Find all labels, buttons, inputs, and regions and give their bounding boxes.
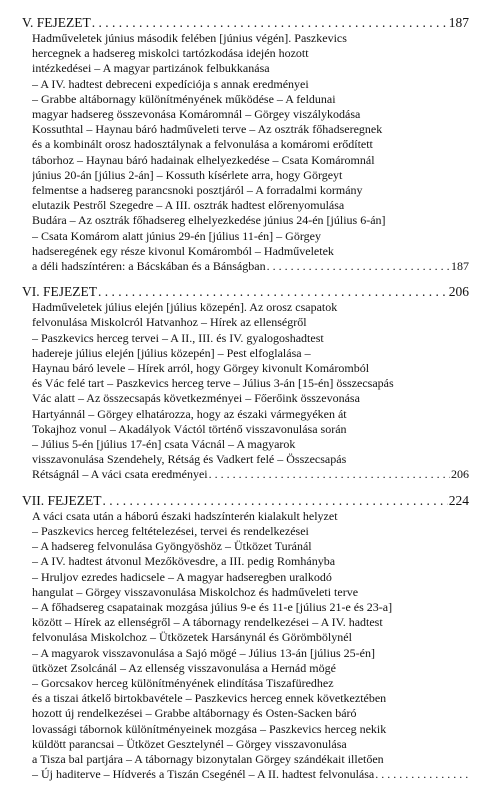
summary-line: és a kombinált orosz hadosztálynak a felvonulása a komáromi erődített	[32, 137, 373, 152]
dot-leader	[375, 767, 468, 782]
summary-text: – Új haditerve – Hídverés a Tiszán Csegénél – A II. hadtest felvonulása	[32, 767, 375, 782]
summary-line: – A magyarok visszavonulása a Sajó mögé – Július 13-án [július 25-én]	[32, 645, 375, 660]
chapter-entry	[22, 283, 469, 482]
chapter-title: VI. FEJEZET	[22, 284, 97, 300]
chapter-page-number: 206	[448, 284, 469, 300]
summary-line: – A főhadsereg csapatainak mozgása július 9-e és 11-e [július 21-e és 23-a]	[32, 599, 393, 614]
dot-leader	[267, 259, 450, 274]
summary-line	[32, 467, 469, 482]
chapter-heading	[22, 14, 469, 31]
summary-line: és Vác felé tart – Paszkevics herceg terve – Július 3-án [15-én] összecsapás	[32, 376, 394, 391]
summary-line: – Csata Komárom alatt június 29-én [július 11-én] – Görgey	[32, 228, 321, 243]
summary-line: felmentse a hadsereg parancsnoki posztjáról – A forradalmi kormány	[32, 183, 363, 198]
summary-line: intézkedései – A magyar partizánok felbukkanása	[32, 61, 270, 76]
summary-line: küldött parancsai – Ütközet Gesztelynél – Görgey visszavonulása	[32, 736, 347, 751]
chapter-entry	[22, 14, 469, 274]
summary-line: június 20-án [július 2-án] – Kossuth kísérlete arra, hogy Görgeyt	[32, 167, 343, 182]
summary-line: magyar hadsereg összevonása Komáromnál – Görgey viszálykodása	[32, 107, 361, 122]
summary-line: felvonulása Miskolcról Hatvanhoz – Hírek az ellenségről	[32, 315, 307, 330]
summary-line: hozott új rendelkezései – Grabbe altábornagy és Osten-Sacken báró	[32, 706, 357, 721]
summary-line: – Július 5-én [július 17-én] csata Vácnál – A magyarok	[32, 437, 296, 452]
summary-line: hadereje július elején [július közepén] – Pest elfoglalása –	[32, 345, 311, 360]
chapter-page-number: 224	[448, 492, 469, 508]
summary-line: – Paszkevics herceg feltételezései, tervei és rendelkezései	[32, 523, 309, 538]
dot-leader	[102, 492, 447, 509]
summary-line: Tokajhoz vonul – Akadályok Váctól történő visszavonulása során	[32, 421, 347, 436]
chapter-page-number: 187	[448, 15, 469, 30]
summary-line: Kossuthtal – Haynau báró hadműveleti terve – Az osztrák főhadseregnek	[32, 122, 383, 137]
summary-text: Rétságnál – A váci csata eredményei	[32, 467, 208, 482]
summary-line: Hadműveletek július elején [július közepén]. Az orosz csapatok	[32, 300, 338, 315]
summary-line: Hartyánnál – Görgey elhatározza, hogy az északi vármegyéken át	[32, 406, 347, 421]
summary-line: – A hadsereg felvonulása Gyöngyöshöz – Ütközet Turánál	[32, 539, 312, 554]
chapter-heading	[22, 492, 469, 509]
chapter-title: VII. FEJEZET	[22, 492, 102, 508]
summary-line: hadseregének egy része kivonul Komáromból – Hadműveletek	[32, 243, 334, 258]
end-page-number: 206	[451, 467, 469, 482]
dot-leader	[92, 14, 448, 31]
summary-line: között – Hírek az ellenségről – A tábornagy rendelkezései – A IV. hadtest	[32, 615, 383, 630]
summary-line: hercegnek a hadsereg miskolci tartózkodása idején hozott	[32, 46, 309, 61]
summary-line: – A IV. hadtest átvonul Mezőkövesdre, a III. pedig Romhányba	[32, 554, 336, 569]
summary-line: – Gorcsakov herceg különítményének elindítása Tiszafüredhez	[32, 675, 334, 690]
summary-line: – A IV. hadtest debreceni expedíciója s annak eredményei	[32, 76, 309, 91]
summary-line: Haynau báró levele – Hírek arról, hogy Görgey kivonult Komáromból	[32, 361, 370, 376]
summary-line: – Grabbe altábornagy különítményének működése – A feldunai	[32, 91, 336, 106]
summary-line	[32, 767, 469, 782]
summary-line: elutazik Pestről Szegedre – A III. osztrák hadtest előrenyomulása	[32, 198, 345, 213]
chapter-heading	[22, 283, 469, 300]
summary-line: – Hruljov ezredes hadicsele – A magyar hadseregben uralkodó	[32, 569, 332, 584]
summary-line: ütközet Zsolcánál – Az ellenség visszavonulása a Hernád mögé	[32, 660, 336, 675]
table-of-contents	[22, 14, 469, 791]
summary-line: lovassági tábornok különítményeinek mozgása – Paszkevics herceg nekik	[32, 721, 387, 736]
summary-text: a déli hadszíntéren: a Bácskában és a Bánságban	[32, 259, 266, 274]
chapter-title: V. FEJEZET	[22, 15, 91, 30]
chapter-entry	[22, 492, 469, 783]
summary-line	[32, 259, 469, 274]
summary-line: – Paszkevics herceg tervei – A II., III. és IV. gyalogoshadtest	[32, 330, 324, 345]
end-page-number: 187	[451, 259, 469, 274]
summary-line: és a tiszai átkelő birtokbavétele – Paszkevics herceg ennek következtében	[32, 691, 387, 706]
summary-line: hangulat – Görgey visszavonulása Miskolchoz és hadműveleti terve	[32, 584, 359, 599]
summary-line: a Tisza bal partjára – A tábornagy bizonytalan Görgey szándékait illetően	[32, 751, 384, 766]
summary-line: felvonulása Miskolchoz – Ütközetek Harsánynál és Görömbölynél	[32, 630, 352, 645]
dot-leader	[209, 467, 450, 482]
summary-line: A váci csata után a háború északi hadszínterén kialakult helyzet	[32, 508, 338, 523]
summary-line: táborhoz – Haynau báró hadainak elhelyezkedése – Csata Komáromnál	[32, 152, 375, 167]
summary-line: Vác alatt – Az összecsapás következményei – Főerőink összevonása	[32, 391, 360, 406]
summary-line: Budára – Az osztrák főhadsereg elhelyezkedése június 24-én [július 6-án]	[32, 213, 386, 228]
summary-line: visszavonulása Szendehely, Rétság és Vadkert felé – Összecsapás	[32, 452, 347, 467]
dot-leader	[98, 283, 448, 300]
summary-line: Hadműveletek június második felében [június végén]. Paszkevics	[32, 31, 347, 45]
